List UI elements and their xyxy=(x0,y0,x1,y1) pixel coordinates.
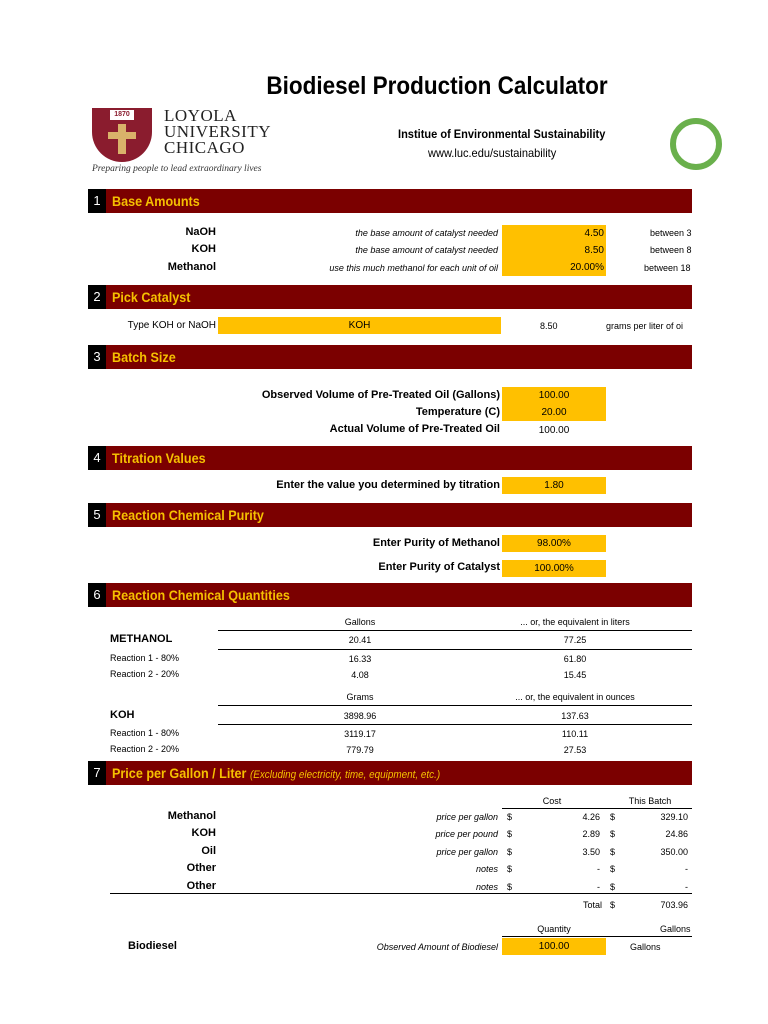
methanol-r1-label: Reaction 1 - 80% xyxy=(110,653,180,663)
batch-value: 24.86 xyxy=(665,829,688,839)
koh-row-label: KOH xyxy=(110,709,135,721)
price-row-desc: notes xyxy=(475,882,498,892)
logo-wordmark: LOYOLA UNIVERSITY CHICAGO xyxy=(164,106,271,157)
batch-currency: $ xyxy=(610,882,616,892)
koh-grams: 3898.96 xyxy=(343,711,377,721)
methanol-r2-gallons: 4.08 xyxy=(351,670,369,680)
cost-value[interactable]: 4.26 xyxy=(582,812,600,822)
koh-ounces: 137.63 xyxy=(561,711,589,721)
temperature-input[interactable]: 20.00 xyxy=(502,404,606,421)
biodiesel-unit: Gallons xyxy=(630,942,661,952)
section-base-amounts: 1 Base Amounts xyxy=(88,189,692,213)
price-row-name: Oil xyxy=(201,845,216,857)
logo-badge: 1870 xyxy=(110,110,134,120)
biodiesel-observed-label: Observed Amount of Biodiesel xyxy=(376,942,498,952)
titration-label: Enter the value you determined by titration xyxy=(276,479,500,491)
methanol-purity-label: Enter Purity of Methanol xyxy=(372,537,500,549)
naoh-base-input[interactable]: 4.50 xyxy=(502,225,606,242)
price-row-name: Other xyxy=(186,862,216,874)
price-row-name: Other xyxy=(186,880,216,892)
catalyst-unit: grams per liter of oi xyxy=(606,321,684,331)
batch-value: 329.10 xyxy=(660,812,688,822)
batch-value: - xyxy=(685,864,688,874)
price-row-name: KOH xyxy=(191,827,216,839)
grams-header: Grams xyxy=(346,692,374,702)
batch-currency: $ xyxy=(610,812,616,822)
methanol-r2-liters: 15.45 xyxy=(563,670,587,680)
section-quantities: 6 Reaction Chemical Quantities xyxy=(88,583,692,607)
institute-name: Institue of Environmental Sustainability xyxy=(398,127,606,141)
observed-volume-label: Observed Volume of Pre-Treated Oil (Gallons) xyxy=(261,389,500,401)
cost-value: - xyxy=(597,882,600,892)
catalyst-grams: 8.50 xyxy=(540,321,558,331)
cost-currency: $ xyxy=(507,847,513,857)
section-pick-catalyst: 2 Pick Catalyst xyxy=(88,285,692,309)
methanol-purity-input[interactable]: 98.00% xyxy=(502,535,606,552)
catalyst-purity-label: Enter Purity of Catalyst xyxy=(378,561,500,573)
gallons-header: Gallons xyxy=(344,617,376,627)
methanol-base-input[interactable]: 20.00% xyxy=(502,259,606,276)
cost-value: - xyxy=(597,864,600,874)
koh-label: KOH xyxy=(191,243,216,255)
section-purity: 5 Reaction Chemical Purity xyxy=(88,503,692,527)
koh-r2-grams: 779.79 xyxy=(346,745,374,755)
catalyst-type-label: Type KOH or NaOH xyxy=(127,320,216,331)
this-batch-header: This Batch xyxy=(628,796,672,806)
section-price: 7 Price per Gallon / Liter (Excluding electricity, time, equipment, etc.) xyxy=(88,761,692,785)
koh-note: between 8 xyxy=(650,245,692,255)
batch-value: 350.00 xyxy=(660,847,688,857)
ounces-header: ... or, the equivalent in ounces xyxy=(515,692,635,702)
price-row-desc: price per gallon xyxy=(436,812,498,822)
price-row-desc: notes xyxy=(475,864,498,874)
methanol-liters: 77.25 xyxy=(563,635,587,645)
page-title: Biodiesel Production Calculator xyxy=(266,72,608,100)
catalyst-purity-input[interactable]: 100.00% xyxy=(502,560,606,577)
naoh-note: between 3 xyxy=(650,228,692,238)
cost-value[interactable]: 2.89 xyxy=(582,829,600,839)
koh-r2-ounces: 27.53 xyxy=(563,745,587,755)
koh-desc: the base amount of catalyst needed xyxy=(355,245,498,255)
actual-volume-value: 100.00 xyxy=(538,425,570,436)
koh-r1-grams: 3119.17 xyxy=(344,729,376,739)
sustainability-logo-icon xyxy=(670,118,722,170)
section-batch-size: 3 Batch Size xyxy=(88,345,692,369)
price-row-name: Methanol xyxy=(167,810,216,822)
total-label: Total xyxy=(582,900,602,910)
temperature-label: Temperature (C) xyxy=(415,406,500,418)
catalyst-type-input[interactable]: KOH xyxy=(218,317,501,334)
methanol-desc: use this much methanol for each unit of oil xyxy=(329,263,498,273)
biodiesel-observed-input[interactable]: 100.00 xyxy=(502,938,606,955)
methanol-row-label: METHANOL xyxy=(110,633,173,645)
methanol-r1-liters: 61.80 xyxy=(563,654,587,664)
methanol-gallons: 20.41 xyxy=(348,635,372,645)
batch-currency: $ xyxy=(610,847,616,857)
methanol-note: between 18 xyxy=(644,263,691,273)
batch-currency: $ xyxy=(610,829,616,839)
cost-currency: $ xyxy=(507,882,513,892)
actual-volume-label: Actual Volume of Pre-Treated Oil xyxy=(329,423,500,435)
university-logo xyxy=(92,108,302,180)
koh-base-input[interactable]: 8.50 xyxy=(502,242,606,259)
observed-volume-input[interactable]: 100.00 xyxy=(502,387,606,404)
methanol-r2-label: Reaction 2 - 20% xyxy=(110,669,180,679)
cost-currency: $ xyxy=(507,829,513,839)
naoh-label: NaOH xyxy=(185,226,216,238)
cost-value[interactable]: 3.50 xyxy=(582,847,600,857)
institute-url[interactable]: www.luc.edu/sustainability xyxy=(428,146,557,160)
titration-input[interactable]: 1.80 xyxy=(502,477,606,494)
price-row-desc: price per pound xyxy=(435,829,498,839)
cost-currency: $ xyxy=(507,812,513,822)
liters-header: ... or, the equivalent in liters xyxy=(520,617,630,627)
methanol-r1-gallons: 16.33 xyxy=(348,654,372,664)
shield-icon xyxy=(92,108,152,162)
price-row-desc: price per gallon xyxy=(436,847,498,857)
methanol-label: Methanol xyxy=(167,261,216,273)
batch-value: - xyxy=(685,882,688,892)
batch-currency: $ xyxy=(610,864,616,874)
total-value: 703.96 xyxy=(660,900,688,910)
biodiesel-label: Biodiesel xyxy=(128,940,177,952)
gallons-header-2: Gallons xyxy=(660,924,691,934)
koh-r1-label: Reaction 1 - 80% xyxy=(110,728,180,738)
koh-r1-ounces: 110.11 xyxy=(561,729,589,739)
cost-header: Cost xyxy=(542,796,562,806)
quantity-header: Quantity xyxy=(537,924,571,934)
section-titration: 4 Titration Values xyxy=(88,446,692,470)
cost-currency: $ xyxy=(507,864,513,874)
koh-r2-label: Reaction 2 - 20% xyxy=(110,744,180,754)
price-subtitle: (Excluding electricity, time, equipment, etc.) xyxy=(249,769,441,781)
logo-tagline: Preparing people to lead extraordinary lives xyxy=(92,164,262,174)
naoh-desc: the base amount of catalyst needed xyxy=(355,228,498,238)
total-currency: $ xyxy=(610,900,616,910)
